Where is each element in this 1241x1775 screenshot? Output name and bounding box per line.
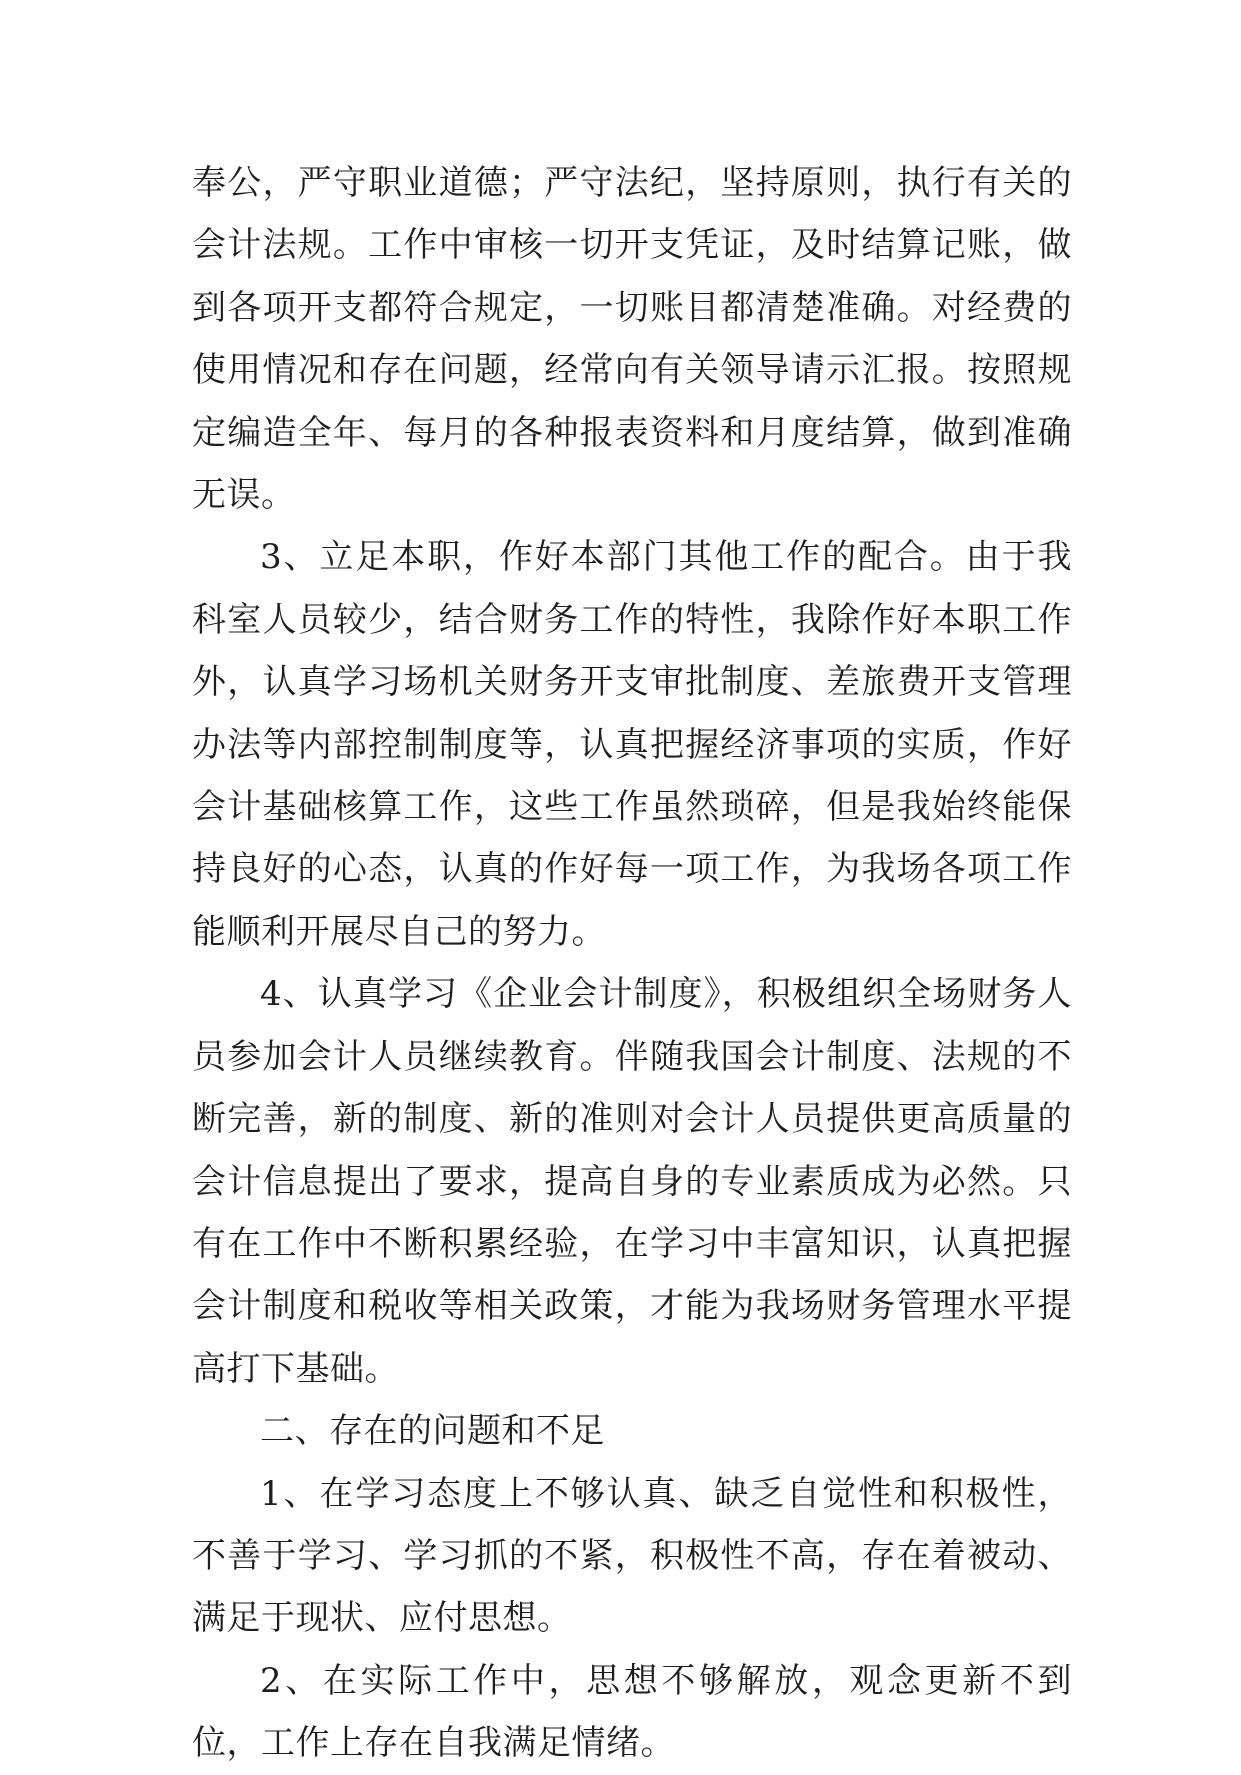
paragraph-item-4: 4、认真学习《企业会计制度》，积极组织全场财务人员参加会计人员继续教育。伴随我国会计制度、法规的不断完善，新的制度、新的准则对会计人员提供更高质量的会计信息提出了要求，提高自身的专业素质成为必然。只有在工作中不断积累经验，在学习中丰富知识，认真把握会计制度和税收等相关政策，才能为我场财务管理水平提高打下基础。 <box>192 974 1072 1389</box>
paragraph-item-3: 3、立足本职，作好本部门其他工作的配合。由于我科室人员较少，结合财务工作的特性，我除作好本职工作外，认真学习场机关财务开支审批制度、差旅费开支管理办法等内部控制制度等，认真把握经济事项的实质，作好会计基础核算工作，这些工作虽然琐碎，但是我始终能保持良好的心态，认真的作好每一项工作，为我场各项工作能顺利开展尽自己的努力。 <box>192 537 1072 952</box>
paragraph-problem-2: 2、在实际工作中，思想不够解放，观念更新不到位，工作上存在自我满足情绪。 <box>192 1660 1072 1764</box>
paragraph-problem-1: 1、在学习态度上不够认真、缺乏自觉性和积极性，不善于学习、学习抓的不紧，积极性不高，存在着被动、满足于现状、应付思想。 <box>192 1473 1072 1639</box>
section-heading-problems: 二、存在的问题和不足 <box>260 1411 605 1452</box>
paragraph-continuation: 奉公，严守职业道德；严守法纪，坚持原则，执行有关的会计法规。工作中审核一切开支凭证，及时结算记账，做到各项开支都符合规定，一切账目都清楚准确。对经费的使用情况和存在问题，经常向有关领导请示汇报。按照规定编造全年、每月的各种报表资料和月度结算，做到准确无误。 <box>192 163 1072 516</box>
document-body <box>192 152 1072 1775</box>
